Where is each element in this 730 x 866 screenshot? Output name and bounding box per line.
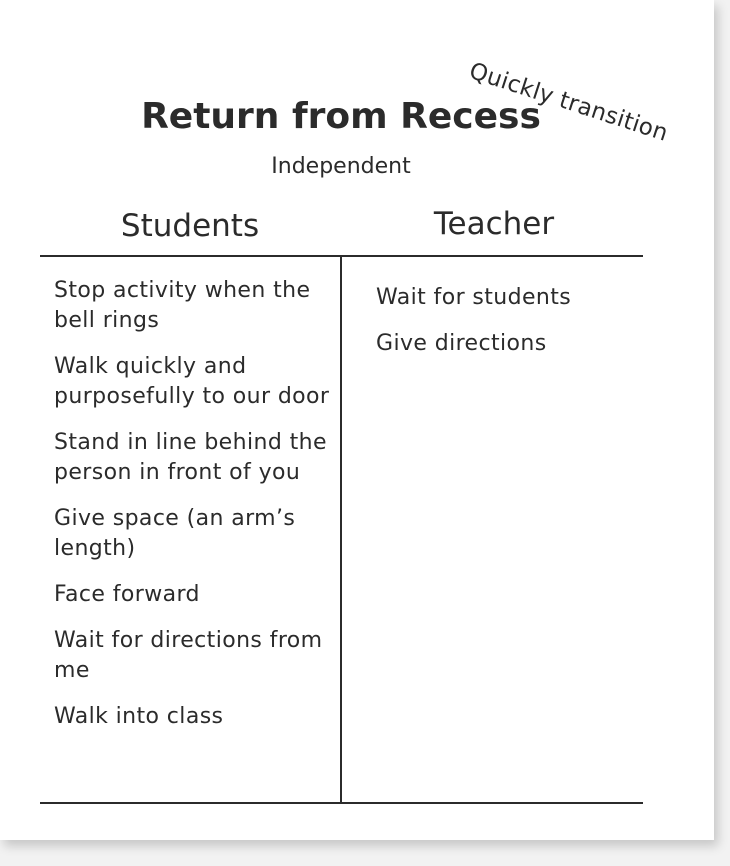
list-item: Give space (an arm’s length)	[54, 506, 296, 561]
list-item: Wait for directions from me	[54, 628, 323, 683]
list-item: Give directions	[376, 331, 547, 356]
list-item: Stand in line behind the person in front of you	[54, 430, 327, 485]
list-item: Stop activity when the bell rings	[54, 278, 311, 333]
teacher-column-header: Teacher	[433, 206, 555, 242]
page-subtitle: Independent	[271, 154, 411, 179]
students-column-header: Students	[120, 208, 260, 244]
column-divider	[340, 255, 342, 804]
list-item: Wait for students	[376, 285, 572, 310]
list-item: Walk quickly and purposefully to our door	[54, 354, 330, 409]
list-item: Walk into class	[54, 704, 224, 729]
list-item: Face forward	[54, 582, 200, 607]
teacher-list	[376, 283, 636, 375]
quickly-transition-note: Quickly transition	[465, 58, 672, 147]
table-bottom-rule	[40, 802, 643, 804]
page-title: Return from Recess	[141, 96, 541, 137]
students-list	[54, 276, 336, 748]
